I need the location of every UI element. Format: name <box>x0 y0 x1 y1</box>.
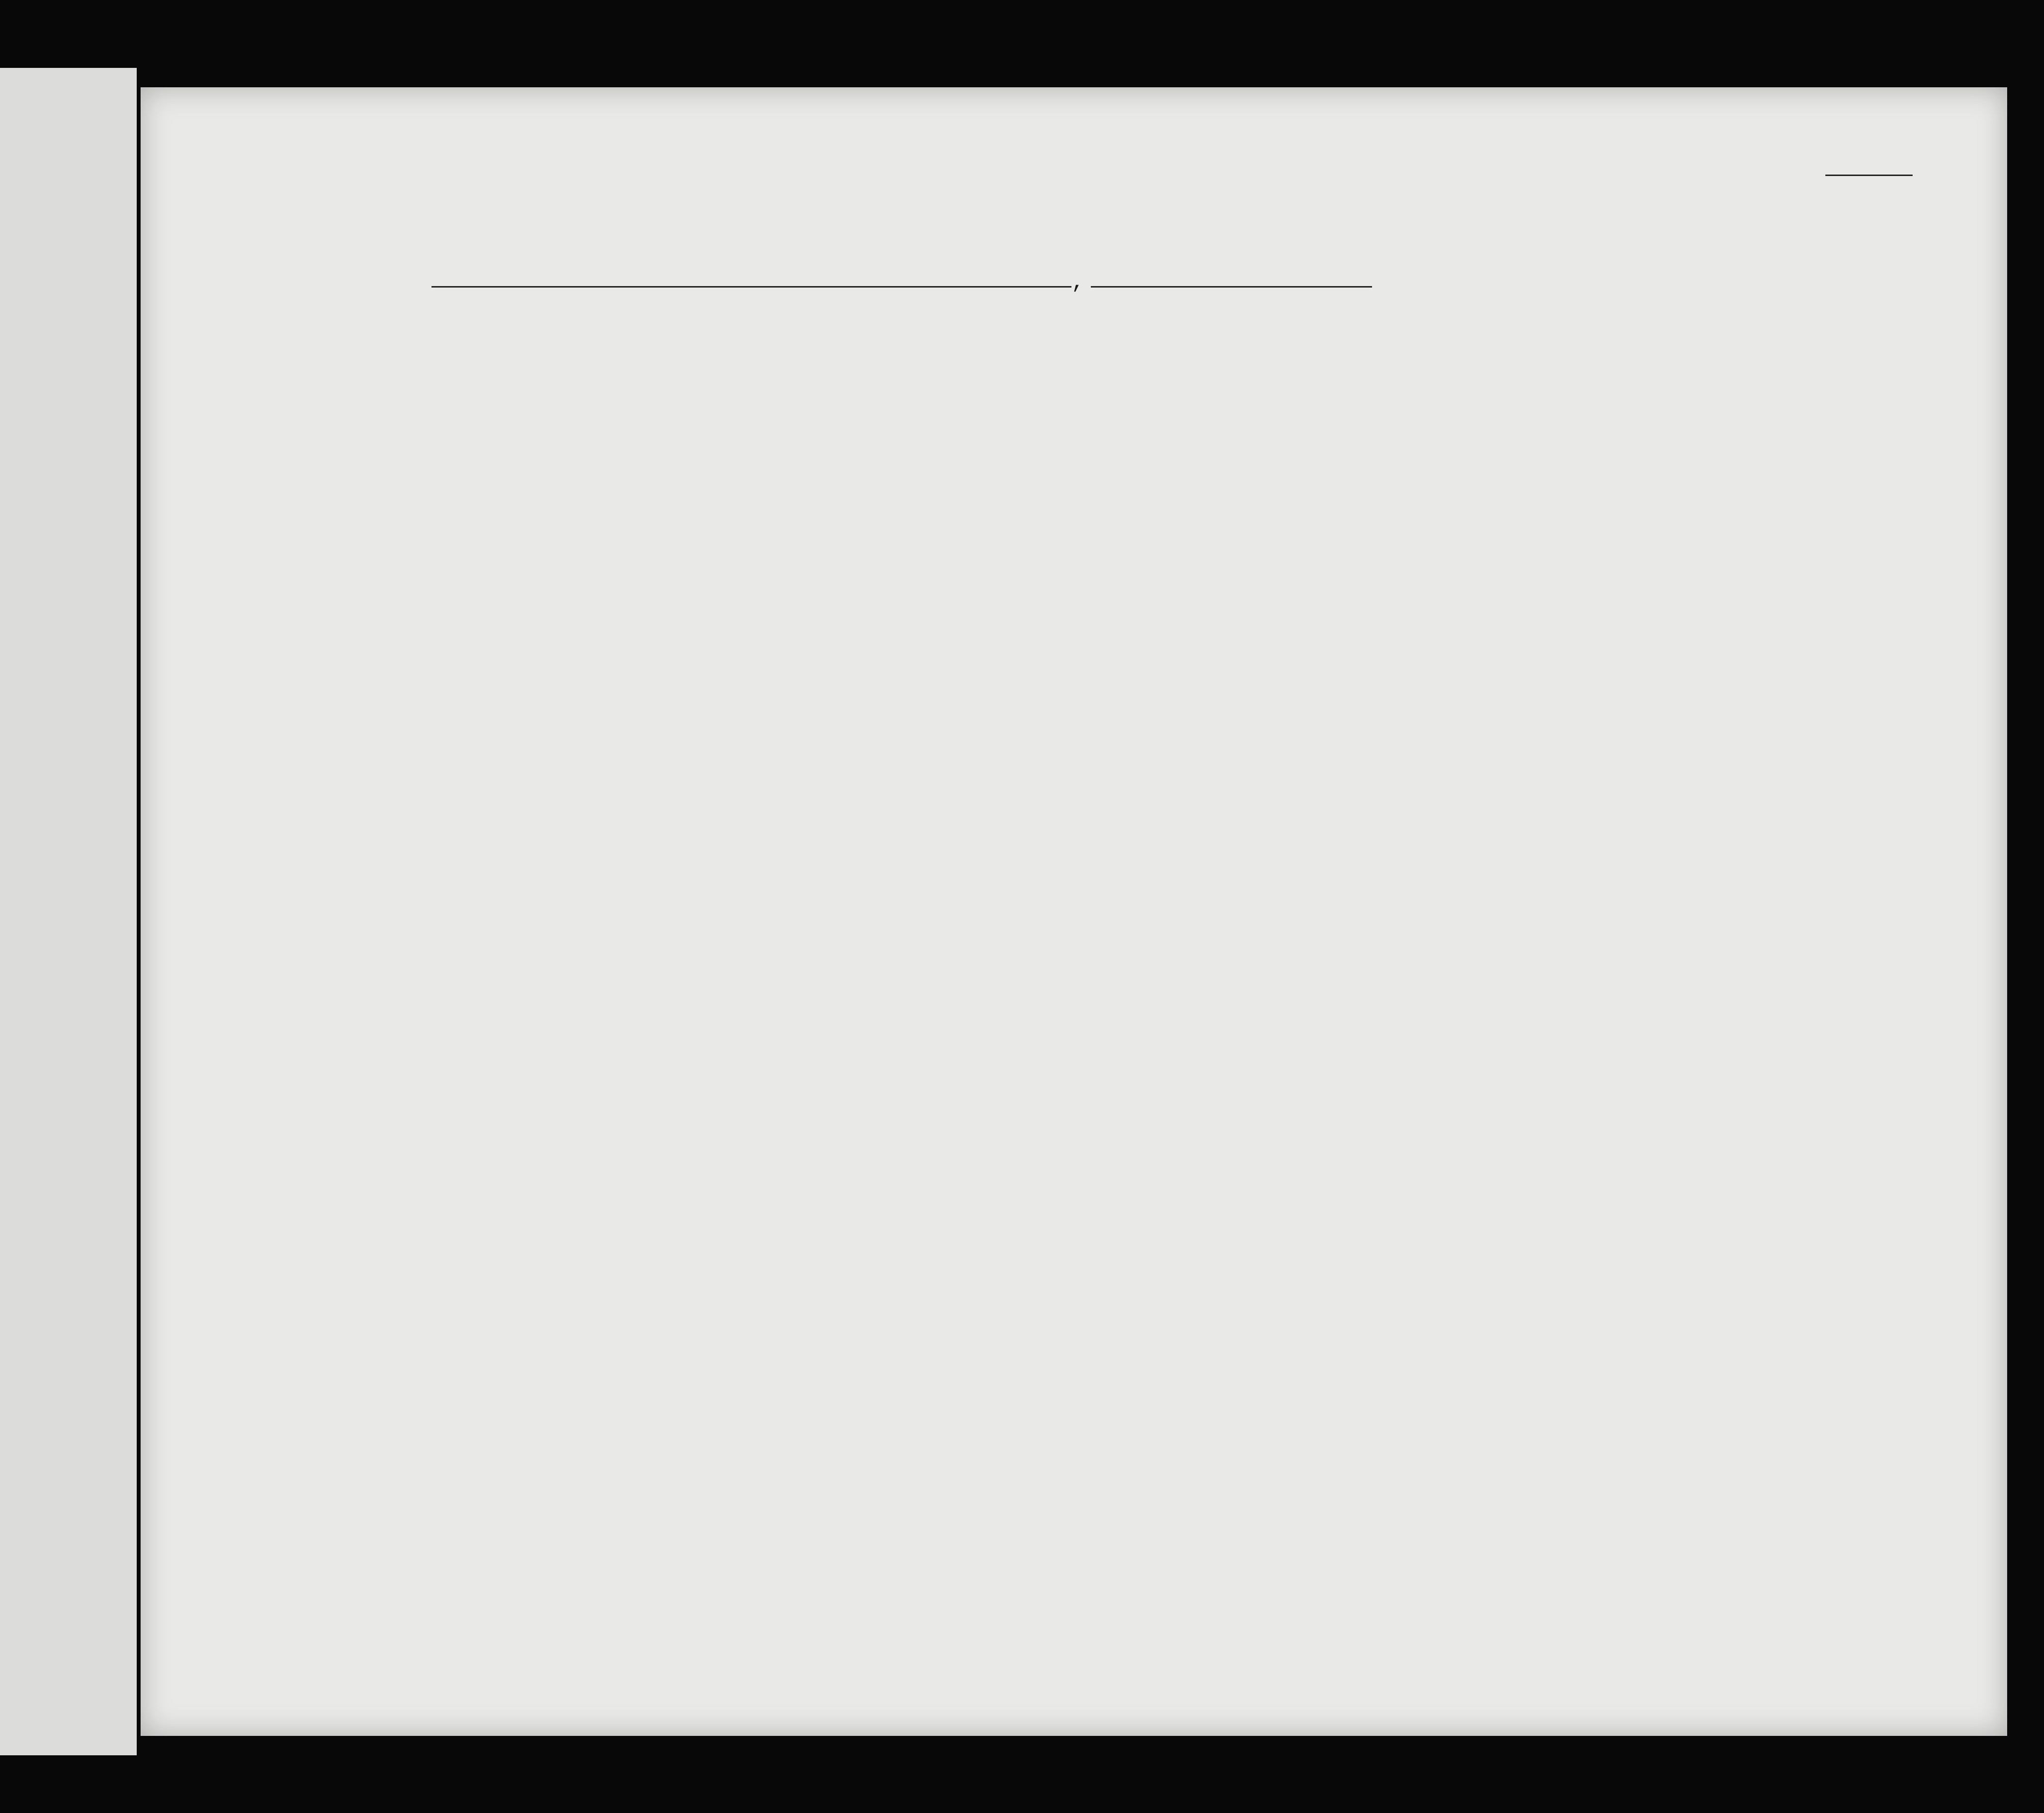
comma: , <box>1071 271 1085 295</box>
previous-page-strip <box>0 68 137 1755</box>
manifest-page <box>141 87 2007 1736</box>
form-grid <box>141 87 2007 1736</box>
